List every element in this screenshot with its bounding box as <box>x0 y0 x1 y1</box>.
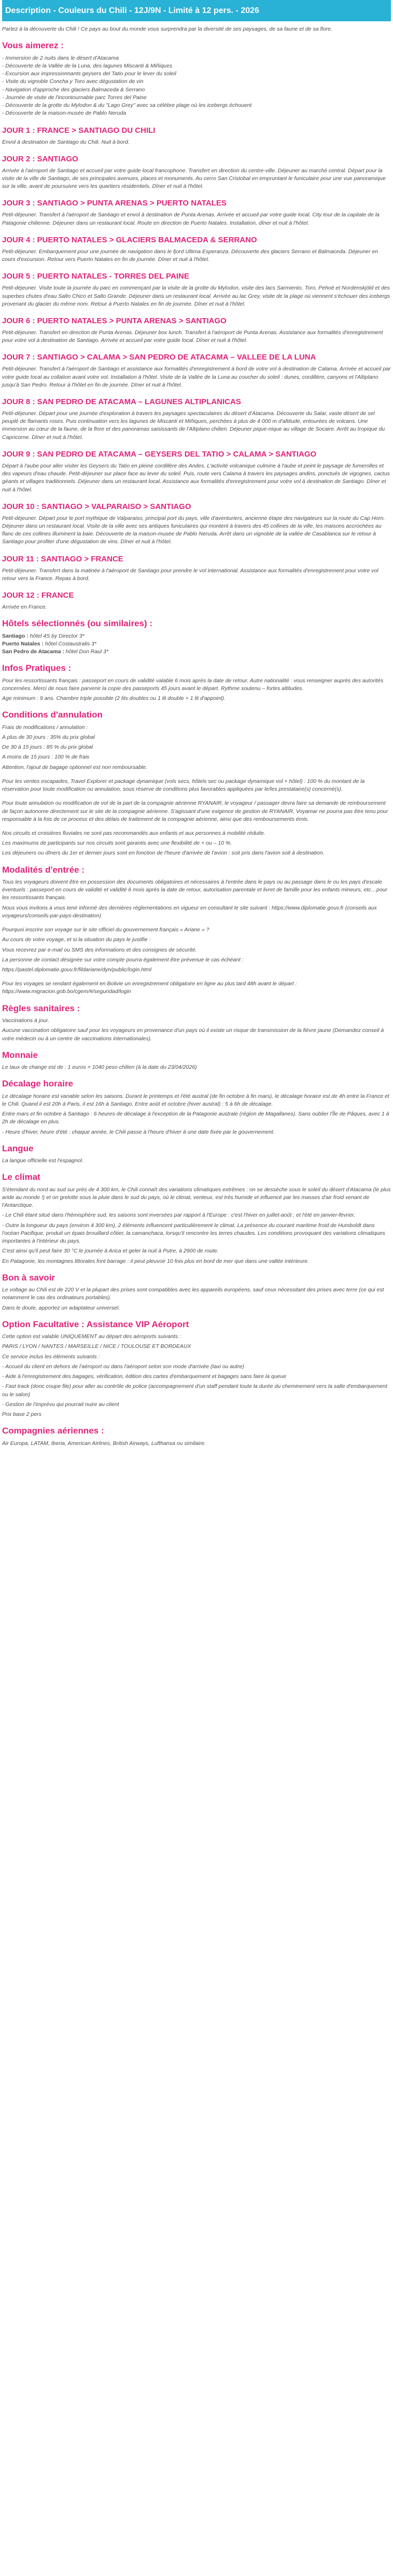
formalities-text: Pour les voyages se rendant également en Bolivie un enregistrement obligatoire en ligne au plus tard 48h avant le départ : https://www.migracion.gob.bo/cgem/#/seguridad/login <box>2 981 297 995</box>
cancellation-text: A plus de 30 jours : 35% du prix global <box>2 734 95 741</box>
hotel-item <box>2 648 391 656</box>
day-title: JOUR 7 : SANTIAGO > CALAMA > SAN PEDRO DE ATACAMA – VALLEE DE LA LUNA <box>2 353 316 362</box>
ariane-url[interactable]: https://pastel.diplomatie.gouv.fr/fildariane/dyn/public/login.html <box>2 967 152 973</box>
timezone-text: Entre mars et fin octobre à Santiago : 6 heures de décalage à l'exception de la Patagonie australe (région de Magallanes). Sans oublier l'Île de Pâques, avec 1 à 2h de décalage en plus. <box>2 1111 389 1125</box>
option-text: - Gestion de l'imprévu qui pourrait nuire au client <box>2 1401 119 1408</box>
cancellation-text: A moins de 15 jours : 100 % de frais <box>2 754 90 761</box>
day-title: JOUR 4 : PUERTO NATALES > GLACIERS BALMACEDA & SERRANO <box>2 235 257 244</box>
timezone-text: Le décalage horaire est variable selon les saisons. Durant le printemps et l'été austral (de fin octobre à fin mars), le décalage horaire est de 4h entre la France et le Chili. Quand il est 20h à Paris, il est 16h à Santiago. Entre août et octobre (hiver austral) : 5 à 6h de décalage. <box>2 1093 389 1107</box>
highlight-item: - Découverte de la maison-musée de Pablo Neruda <box>2 110 127 117</box>
day-text: Petit-déjeuner. Transfert à l'aéroport de Santiago et envol à destination de Punta Arenas. Arrivée et accueil par votre guide local. City tour de la capitale de la Patagonie chilienne. Déjeuner dans un restaurant local. Route en direction de Puerto Natales. Installation, dîner et nuit à l'hôtel. <box>2 212 380 226</box>
currency-text: Le taux de change est de : 1 euros = 1040 peso chilien (à la date du 23/04/2026) <box>2 1064 197 1071</box>
hotel-name: hôtel Costaustralis 3* <box>45 640 97 647</box>
highlight-item: - Excursion aux impressionnants geysers del Tatio pour le lever du soleil <box>2 71 176 77</box>
day-text: Envol à destination de Santiago du Chili. Nuit à bord. <box>2 139 130 145</box>
practical-text: Pour les ressortissants français : passeport en cours de validité valable 6 mois après la date de retour. Autre nationalité : vous renseigner auprès des autorités concernées. Merci de nous faire parvenir la copie des passeports 45 jours avant le départ. Rythme soutenu – fortes altitudes. <box>2 677 384 692</box>
highlight-item: - Journée de visite de l'incontournable parc Torres del Paine <box>2 94 147 101</box>
language-title: Langue <box>2 1143 34 1153</box>
climate-text: - Outre la longueur du pays (environ 4 300 km), 2 éléments influencent particulièrement le climat. La présence du courant maritime froid de Humboldt dans l'océan Pacifique, produit un épais brouillard côtier, la camanchaca, lorsqu'il rencontre les terres chaudes. Les conditions provoquant des variations climatiques importantes à l'intérieur du pays. <box>2 1222 385 1245</box>
day-title: JOUR 11 : SANTIAGO > FRANCE <box>2 554 123 563</box>
day-text: Petit-déjeuner. Transfert dans la matinée à l'aéroport de Santiago pour prendre le vol international. Assistance aux formalités d'enregistrement pour votre vol retour vers la France. Repas à bord. <box>2 567 378 582</box>
day-title: JOUR 1 : FRANCE > SANTIAGO DU CHILI <box>2 126 156 135</box>
day-title: JOUR 5 : PUERTO NATALES - TORRES DEL PAINE <box>2 272 189 281</box>
cancellation-text: Pour les ventes escapades, Travel Explorer et package dynamique (vols secs, hôtels sec ou package dynamique vol + hôtel) : 100 % du montant de la réservation pour toute modification ou annulation, sous réserve de conditions plus favorables appliquées par le/les prestataire(s) concerné(s). <box>2 778 365 793</box>
option-text: - Fast track (donc coupe file) pour aller au contrôle de police (accompagnement d'un staff pendant toute la durée du cheminement vers la salle d'embarquement ou le salon) <box>2 1383 387 1398</box>
highlight-item: - Navigation d'approche des glaciers Balmaceda & Serrano <box>2 86 145 93</box>
day-title: JOUR 6 : PUERTO NATALES > PUNTA ARENAS > SANTIAGO <box>2 316 227 325</box>
highlights-title: Vous aimerez : <box>2 40 64 51</box>
day-text: Petit-déjeuner. Visite toute la journée du parc en commençant par la visite de la grotte du Mylodon, visite des lacs Sarmiento, Toro, Pehoé et Nordenskjöld et des superbes chutes d'eau Salto Chico et Salto Grande. Déjeuner dans un restaurant local. Arrivée au lac Grey, visite de la plage où viennent s'échouer des icebergs provenant du glacier du même nom. Retour à Puerto Natales en fin de journée. Dîner et nuit à l'hôtel. <box>2 285 390 307</box>
formalities-text: Nous vous invitons à vous tenir informé des dernières réglementations en vigueur en consultant le site suivant : https://www.diplomatie.gouv.fr (conseils aux voyageurs/conseils-par-pays-destination) <box>2 904 377 919</box>
hotel-city: Santiago : <box>2 632 29 639</box>
highlight-item: - Découverte de la grotte du Mylodon & du "Lago Grey" avec sa célèbre plage où les icebergs échouent <box>2 102 252 109</box>
cancellation-title: Conditions d'annulation <box>2 710 103 720</box>
day-text: Petit-déjeuner. Départ pour une journée d'exploration à travers les paysages spectaculaires du désert d'Atacama. Découverte du Salar, vaste désert de sel peuplé de flamants roses. Puis continuation vers les lagunes de Miscanti et Miñiques, perchées à plus de 4 000 m d'altitude, entourées de volcans. Une immersion au cœur de la faune, de la flore et des panoramas saisissants de l'Altiplano chilien. Déjeuner pique-nique au village de Socaire. Arrêt au tropique du Capricorne. Dîner et nuit à l'hôtel. <box>2 410 385 440</box>
formalities-text: Au cours de votre voyage, et si la situation du pays le justifie : <box>2 936 151 943</box>
health-title: Règles sanitaires : <box>2 1003 80 1013</box>
day-title: JOUR 3 : SANTIAGO > PUNTA ARENAS > PUERTO NATALES <box>2 199 227 208</box>
language-text: La langue officielle est l'espagnol. <box>2 1158 83 1164</box>
cancellation-text: Les maximums de participants sur nos circuits sont garantis avec une flexibilité de + ou – 10 %. <box>2 840 232 847</box>
travel-text: Le voltage au Chili est de 220 V et la plupart des prises sont compatibles avec les appareils européens, sauf ceux nécessitant des prises avec terre (ce qui est notamment le cas des ordinateurs portables). <box>2 1287 384 1301</box>
formalities-text: Tous les voyageurs doivent être en possession des documents obligatoires et nécessaires à l'entrée dans le pays ou au passage dans le ou les pays d'escale éventuels : passeport en cours de validité et validité 6 mois après la date de retour, autorisation parentale et livret de famille pour les enfants mineurs, etc…pour les ressortissants français. <box>2 879 387 901</box>
day-title: JOUR 10 : SANTIAGO > VALPARAISO > SANTIAGO <box>2 502 191 511</box>
spacer <box>2 825 391 830</box>
hotel-name: hôtel 4S by Director 3* <box>30 632 85 639</box>
health-text: Aucune vaccination obligatoire sauf pour les voyageurs en provenance d'un pays où il existe un risque de transmission de la fièvre jaune (Demandez conseil à votre médecin ou à un centre de vaccinations internationales). <box>2 1027 384 1042</box>
climate-text: C'est ainsi qu'il peut faire 30 °C le journée à Arica et geler la nuit à Putre, à 2900 de route. <box>2 1248 219 1255</box>
hotels-list <box>2 632 391 656</box>
option-text: - Accueil du client en dehors de l'aéroport ou dans l'aéroport selon son mode d'arrivée (taxi ou autre) <box>2 1363 244 1370</box>
spacer <box>2 795 391 800</box>
formalities-title: Modalités d'entrée : <box>2 864 85 875</box>
airlines-text: Air Europa, LATAM, Iberia, American Airlines, British Airways, Lufthansa ou similaire. <box>2 1440 206 1447</box>
timezone-text: - Heure d'hiver, heure d'été : chaque année, le Chili passe à l'heure d'hiver à une date fixée par le gouvernement. <box>2 1128 275 1135</box>
hotel-item <box>2 632 391 640</box>
spacer <box>2 922 391 926</box>
highlight-item: - Visite du vignoble Concha y Toro avec dégustation de vin <box>2 78 144 85</box>
formalities-text: Vous recevrez par e-mail ou SMS des informations et des consignes de sécurité. <box>2 946 197 953</box>
day-text: Petit-déjeuner. Embarquement pour une journée de navigation dans le fjord Ultima Esperanza. Découverte des glaciers Serrano et Balmaceda. Déjeuner en cours d'excursion. Retour vers Puerto Natales en fin de journée. Dîner et nuit à l'hôtel. <box>2 248 378 263</box>
day-text: Départ à l'aube pour aller visiter les Geysers du Tatio en pleine cordillère des Andes. L'activité volcanique culmine à l'aube et peint le paysage de fumerolles et des vapeurs d'eau chaude. Petit-déjeuner sur place face au lever du soleil. Puis, route vers Calama à travers les paysages andins, ponctués de vigognes, cactus géants et villages traditionnels. Déjeuner dans un restaurant local. Assistance aux formalités d'enregistrement pour votre vol à destination de Santiago. Dîner et nuit à l'hôtel. <box>2 462 390 493</box>
option-title: Option Facultative : Assistance VIP Aéroport <box>2 1319 189 1329</box>
hotels-title: Hôtels sélectionnés (ou similaires) : <box>2 618 153 629</box>
formalities-text: La personne de contact désignée sur votre compte pourra également être prévenue le cas échéant : <box>2 956 244 963</box>
formalities-text: Pourquoi inscrire son voyage sur le site officiel du gouvernement français « Ariane » ? <box>2 927 209 933</box>
day-text: Petit-déjeuner. Transfert en direction de Punta Arenas. Déjeuner box lunch. Transfert à l'aéroport de Punta Arenas. Assistance aux formalités d'enregistrement pour votre vol à destination de Santiago. Arrivée et accueil par votre guide local. Dîner et nuit à l'hôtel. <box>2 329 383 344</box>
page-title-banner: Description - Couleurs du Chili - 12J/9N - Limité à 12 pers. - 2026 <box>2 0 391 21</box>
itinerary <box>2 126 391 612</box>
hotel-name: hôtel Don Raul 3* <box>65 649 109 655</box>
ariane-link[interactable] <box>2 966 391 974</box>
option-text: Ce service inclus les éléments suivants : <box>2 1353 100 1360</box>
airlines-title: Compagnies aériennes : <box>2 1426 104 1436</box>
day-text: Arrivée à l'aéroport de Santiago et accueil par votre guide local francophone. Transfert en direction du centre-ville. Déjeuner au marché central. Départ pour la visite de la ville de Santiago, de ses principales avenues, places et monuments. Au cerro San Cristobal en empruntant le funiculaire pour une vue panoramique sur la ville, avant de poursuivre vers les quartiers résidentiels. Dîner et nuit à l'hôtel. <box>2 167 386 190</box>
climate-text: En Patagonie, les montagnes littorales font barrage : il peut pleuvoir 10 fois plus en bord de mer que dans une vallée intérieure. <box>2 1258 309 1264</box>
highlight-item: - Immersion de 2 nuits dans le désert d'Atacama <box>2 54 119 61</box>
climate-title: Le climat <box>2 1172 40 1182</box>
travel-text: Dans le doute, apportez un adaptateur universel. <box>2 1304 120 1311</box>
hotel-city: San Pedro de Atacama : <box>2 649 64 655</box>
hotel-item <box>2 640 391 648</box>
option-text: Prix base 2 pers <box>2 1411 41 1417</box>
health-text: Vaccinations à jour. <box>2 1017 49 1024</box>
practical-text: Age minimum : 9 ans. Chambre triple possible (2 lits doubles ou 1 lit double + 1 lit d'appoint). <box>2 695 226 702</box>
option-text: PARIS / LYON / NANTES / MARSEILLE / NICE / TOULOUSE ET BORDEAUX <box>2 1343 191 1350</box>
option-text: Cette option est valable UNIQUEMENT au départ des aéroports suivants : <box>2 1333 181 1340</box>
travel-title: Bon à savoir <box>2 1272 55 1283</box>
cancellation-text: Frais de modifications / annulation : <box>2 724 88 731</box>
cancellation-text: Attention, l'ajout de bagage optionnel est non remboursable. <box>2 764 147 770</box>
practical-title: Infos Pratiques : <box>2 663 72 673</box>
spacer <box>2 774 391 778</box>
cancellation-text: Nos circuits et croisières fluviales ne sont pas recommandés aux enfants et aux personnes à mobilité réduite. <box>2 830 265 836</box>
day-title: JOUR 8 : SAN PEDRO DE ATACAMA – LAGUNES ALTIPLANICAS <box>2 397 241 407</box>
highlight-item: - Découverte de la Vallée de la Luna, des lagunes Miscanti & Miñiques <box>2 63 173 70</box>
climate-text: - Le Chili étant situé dans l'hémisphère sud, les saisons sont inversées par rapport à l'Europe : c'est l'hiver en juillet-août ; et l'été en janvier-février. <box>2 1212 356 1219</box>
cancellation-text: Pour toute annulation ou modification de vol de la part de la compagnie aérienne RYANAIR, le voyageur / passager devra faire sa demande de remboursement de façon autonome directement sur le site de la compagnie aérienne. S'agissant d'une exigence de gestion de RYANAIR, Voyamar ne pourra pas être tenu pour responsable à la fois de ce process et des délais de traitement de la compagnie aérienne, ainsi que des remboursements émis. <box>2 800 388 822</box>
highlights-list <box>2 54 391 118</box>
cancellation-text: Les déjeuners ou dîners du 1er et dernier jours sont en fonction de l'heure d'arrivée de l'avion : soit pris dans l'avion soit à destination. <box>2 850 325 857</box>
spacer <box>2 976 391 980</box>
day-text: Petit-déjeuner. Départ pour le port mythique de Valparaiso, principal port du pays, ville d'aventuriers, ancienne étape des navigateurs sur la route du Cap Horn. Déjeuner dans un restaurant local. Visite de la ville avec ses antiques funiculaires qui montent à travers des 45 collines de la ville, les maisons accrochées au flanc de ces collines illuminent la baie. Découverte de la maison-musée de Pablo Neruda. Arrêt dans un vignoble de la vallée de Casablanca sur le retour à Santiago pour profiter d'une dégustation de vins. Dîner et nuit à l'hôtel. <box>2 515 385 545</box>
cancellation-text: De 30 à 15 jours : 85 % du prix global <box>2 744 93 751</box>
climate-text: S'étendant du nord au sud sur près de 4 300 km, le Chili connaît des variations climatiques extrêmes : on se dessèche sous le soleil du désert d'Atacama (le plus aride au monde !) et on grelotte sous la pluie dans le sud du pays, où le climat, venteux, est très humide et influencé par les masses d'air froid venant de l'Antarctique. <box>2 1186 391 1209</box>
day-text: Petit-déjeuner. Transfert à l'aéroport de Santiago et assistance aux formalités d'enregistrement à bord de votre vol à destination de Calama. Arrivée et accueil par votre guide local au collation avant votre vol. Installation à l'hôtel. Visite de la Vallée de la Luna au coucher du soleil : dunes, cordillère, canyons et l'Altiplano jusqu'à San Pedro. Retour à l'hôtel en fin de journée. Dîner et nuit à l'hôtel. <box>2 366 391 388</box>
day-text: Arrivée en France. <box>2 604 47 611</box>
option-text: - Aide à l'enregistrement des bagages, vérification, édition des cartes d'embarquement et bagages sans faire la queue <box>2 1373 287 1380</box>
intro-text: Partez à la découverte du Chili ! Ce pays au bout du monde vous surprendra par la diversité de ses paysages, de sa faune et de sa flore. <box>2 26 332 33</box>
currency-title: Monnaie <box>2 1050 38 1060</box>
day-title: JOUR 9 : SAN PEDRO DE ATACAMA – GEYSERS DEL TATIO > CALAMA > SANTIAGO <box>2 449 317 459</box>
day-title: JOUR 12 : FRANCE <box>2 591 74 600</box>
hotel-city: Puerto Natales : <box>2 640 44 647</box>
timezone-title: Décalage horaire <box>2 1079 74 1089</box>
day-title: JOUR 2 : SANTIAGO <box>2 154 78 163</box>
